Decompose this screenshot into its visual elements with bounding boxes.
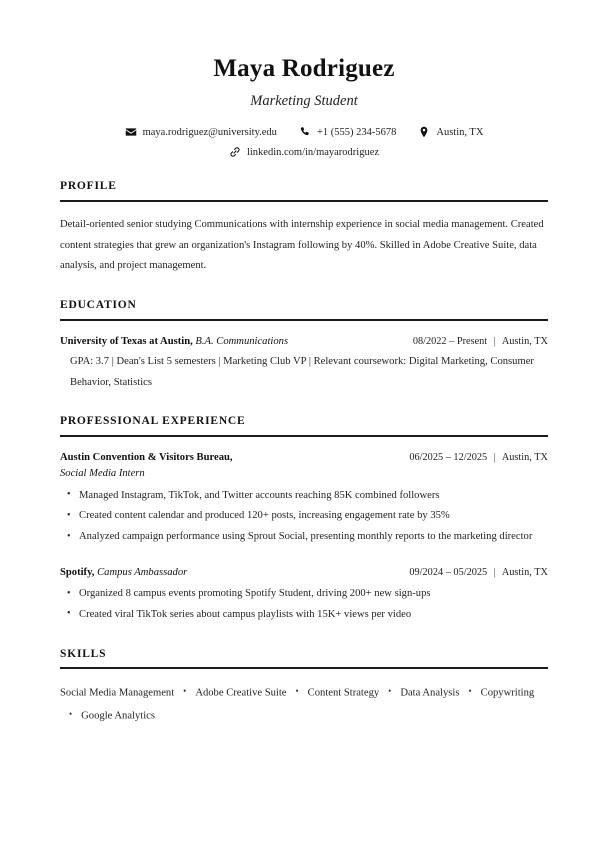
location-pin-icon (418, 126, 430, 138)
skill-item: Data Analysis (400, 687, 460, 699)
meta-separator: | (493, 566, 496, 578)
section-skills (60, 648, 548, 729)
contact-email-text: maya.rodriguez@university.edu (142, 126, 277, 138)
skills-list (60, 682, 548, 729)
contact-row-primary (60, 126, 548, 138)
skill-item: Social Media Management (60, 687, 175, 699)
list-item: • Analyzed campaign performance using Sprout Social, presenting monthly reports to the marketing director (60, 527, 548, 548)
entry-dates: 06/2025 – 12/2025 (409, 452, 488, 463)
section-divider (60, 319, 548, 321)
phone-icon (299, 126, 311, 138)
list-item: • Organized 8 campus events promoting Spotify Student, driving 200+ new sign-ups (60, 584, 548, 605)
section-divider (60, 667, 548, 669)
section-divider (60, 435, 548, 437)
entry-meta (409, 567, 548, 578)
list-item: • Created viral TikTok series about campus playlists with 15K+ views per video (60, 605, 548, 626)
section-title-education: EDUCATION (60, 299, 137, 311)
meta-separator: | (493, 335, 496, 347)
entry-title-line (60, 334, 399, 350)
contact-email[interactable] (125, 126, 277, 138)
contact-location-text: Austin, TX (436, 126, 484, 138)
entry-title-line (60, 565, 395, 581)
section-education (60, 299, 548, 393)
skill-item: Google Analytics (81, 710, 156, 722)
section-title-skills: SKILLS (60, 647, 107, 660)
meta-separator: | (493, 452, 496, 463)
resume-header (60, 54, 548, 158)
list-item: • Created content calendar and produced 120+ posts, increasing engagement rate by 35% (60, 506, 548, 527)
employer-name: Spotify, (60, 566, 95, 578)
contact-linkedin-text: linkedin.com/in/mayarodriguez (246, 146, 380, 158)
entry-header (60, 450, 548, 483)
institution-name: University of Texas at Austin, (60, 335, 193, 347)
entry-location: Austin, TX (501, 566, 548, 578)
contact-linkedin[interactable] (229, 146, 379, 158)
entry-title-line (60, 450, 395, 483)
entry-meta (413, 336, 548, 347)
skill-separator: • (295, 686, 299, 697)
skill-separator: • (69, 709, 73, 720)
entry-dates: 08/2022 – Present (412, 335, 488, 347)
page-title: Maya Rodriguez (213, 55, 395, 82)
contact-location (418, 126, 483, 138)
envelope-icon (125, 126, 137, 138)
section-experience (60, 415, 548, 625)
responsibility-list (60, 486, 548, 548)
skill-separator: • (468, 686, 472, 697)
profile-summary-text: Detail-oriented senior studying Communications with internship experience in social media management. Created content strategies that grew an organization's Instagram following by 40%. Skilled in Adobe Creative Suite, data analysis, and project management. (60, 219, 544, 272)
headline-subtitle: Marketing Student (250, 93, 358, 109)
degree-name: B.A. Communications (195, 335, 289, 347)
experience-entry (60, 450, 548, 548)
entry-location: Austin, TX (501, 452, 548, 463)
contact-phone-text: +1 (555) 234-5678 (316, 126, 397, 138)
skill-separator: • (183, 686, 187, 697)
entry-dates: 09/2024 – 05/2025 (409, 566, 488, 578)
skill-item: Copywriting (480, 687, 535, 699)
education-detail-text: GPA: 3.7 | Dean's List 5 semesters | Marketing Club VP | Relevant coursework: Digital Marketing, Consumer Behavior, Statistics (70, 356, 534, 388)
section-title-experience: PROFESSIONAL EXPERIENCE (60, 415, 246, 428)
skill-separator: • (388, 686, 392, 697)
section-profile (60, 180, 548, 277)
employer-name: Austin Convention & Visitors Bureau, (60, 452, 233, 463)
responsibility-list (60, 584, 548, 625)
list-item: • Managed Instagram, TikTok, and Twitter accounts reaching 85K combined followers (60, 486, 548, 507)
entry-header (60, 334, 548, 350)
education-entry (60, 334, 548, 394)
entry-meta (409, 452, 548, 463)
contact-phone[interactable] (299, 126, 396, 138)
skill-item: Content Strategy (307, 687, 380, 699)
job-title: Campus Ambassador (97, 566, 188, 578)
entry-header (60, 565, 548, 581)
section-title-profile: PROFILE (60, 180, 117, 193)
skill-item: Adobe Creative Suite (195, 687, 287, 699)
contact-row-secondary (60, 146, 548, 158)
section-divider (60, 200, 548, 202)
experience-entry (60, 565, 548, 626)
link-icon (229, 146, 241, 158)
entry-location: Austin, TX (501, 335, 548, 347)
job-title: Social Media Intern (60, 468, 145, 480)
